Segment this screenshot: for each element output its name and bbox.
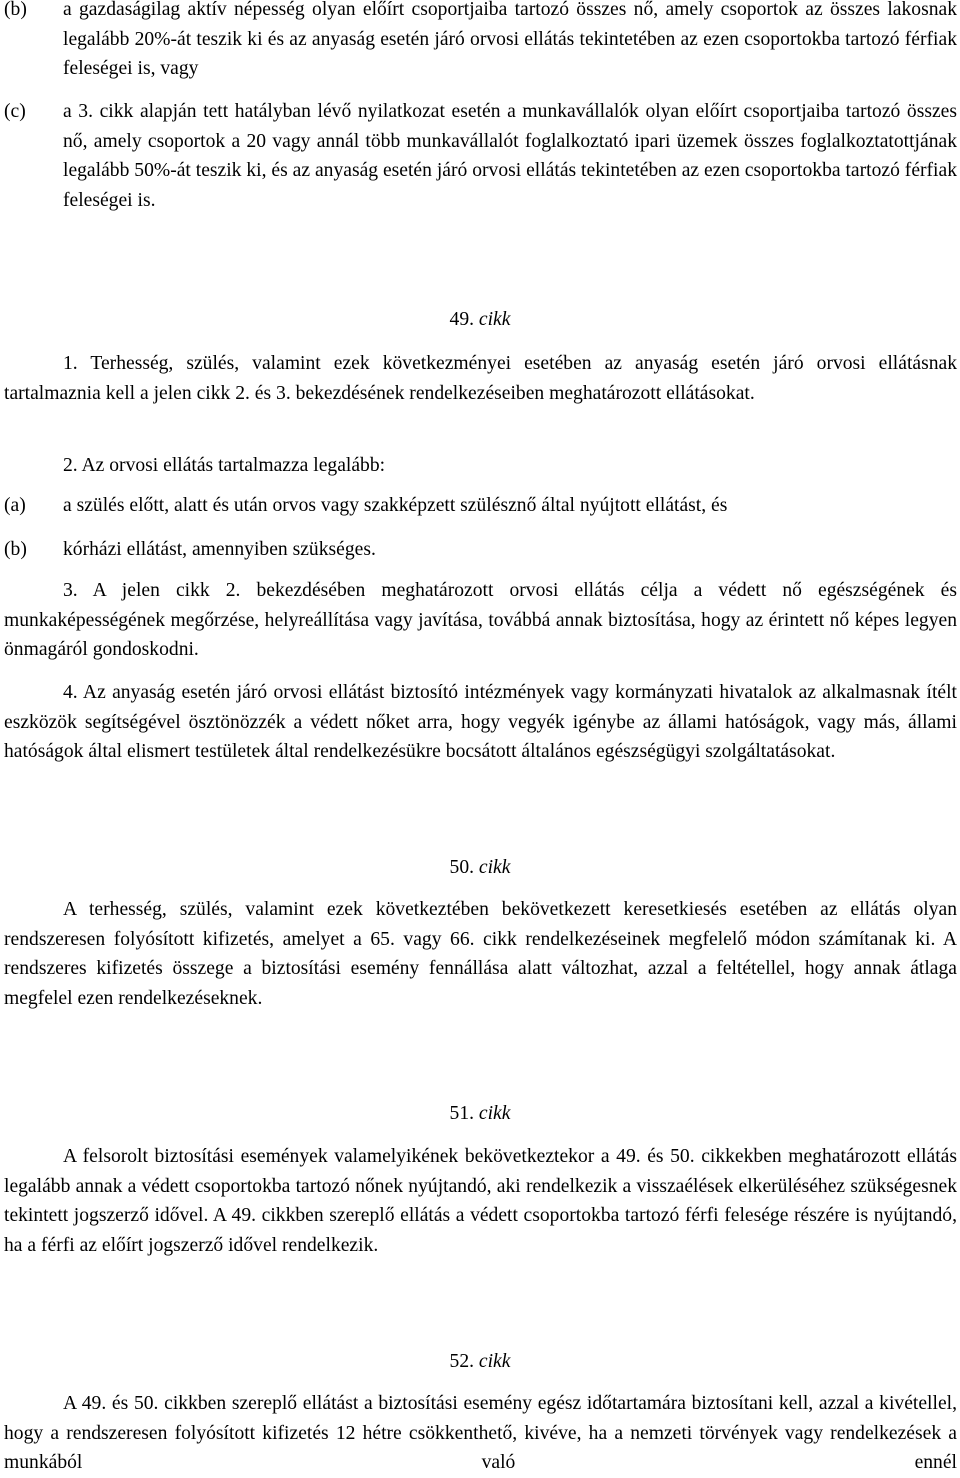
article-50-number: 50. xyxy=(449,857,475,878)
art49-para-3: 3. A jelen cikk 2. bekezdésében meghatározott orvosi ellátás célja a védett nő egészségének és munkaképességének megőrzése, helyreállítása vagy javítása, továbbá annak biztosítása, hogy az érintett nő képes legyen önmagáról gondoskodni. xyxy=(4,580,957,660)
article-51-heading xyxy=(0,1099,960,1129)
article-50-heading xyxy=(0,853,960,883)
article-52-heading xyxy=(0,1347,960,1377)
art50-para-1: A terhesség, szülés, valamint ezek következtében bekövetkezett keresetkiesés esetében az ellátás olyan rendszeresen folyósított kifizetés, amelyet a 65. vagy 66. cikk rendelkezéseinek megfelelő módon számítanak ki. A rendszeres kifizetés összege a biztosítási esemény fennállása alatt változhat, azzal a feltétellel, hogy annak átlaga megfelel ezen rendelkezéseknek. xyxy=(4,899,957,1009)
article-49-number: 49. xyxy=(449,309,475,330)
list-marker-b: (b) xyxy=(4,0,27,20)
art49-list-marker-a: (a) xyxy=(4,495,26,516)
art49-para-1: 1. Terhesség, szülés, valamint ezek következményei esetében az anyaság esetén járó orvosi ellátásnak tartalmaznia kell a jelen cikk 2. és 3. bekezdésének rendelkezéseiben meghatározott ellátásokat. xyxy=(4,353,957,404)
art49-para-4: 4. Az anyaság esetén járó orvosi ellátást biztosító intézmények vagy kormányzati hivatalok az alkalmasnak ítélt eszközök segítségével ösztönözzék a védett nőket arra, hogy vegyék igénybe az állami hatóságok, vagy más, állami hatóságok által elismert testületek által rendelkezésükre bocsátott általános egészségügyi szolgáltatásokat. xyxy=(4,682,957,762)
art49-list-item-b: kórházi ellátást, amennyiben szükséges. xyxy=(63,539,376,560)
article-50-word: cikk xyxy=(478,857,511,878)
article-49-heading xyxy=(0,305,960,335)
art49-list-marker-b: (b) xyxy=(4,539,27,560)
art49-list-item-a: a szülés előtt, alatt és után orvos vagy szakképzett szülésznő által nyújtott ellátást, és xyxy=(63,495,728,516)
list-item-c-text: a 3. cikk alapján tett hatályban lévő nyilatkozat esetén a munkavállalók olyan előírt csoportjaiba tartozó összes nő, amely csoportok a 20 vagy annál több munkavállalót foglalkoztató ipari üzemek összes foglalkoztatottjának legalább 50%-át teszik ki, és az anyaság esetén járó orvosi ellátás tekintetében az ezen csoportokba tartozó férfiak feleségei is. xyxy=(63,101,957,211)
article-51-number: 51. xyxy=(449,1103,475,1124)
article-51-word: cikk xyxy=(478,1103,511,1124)
art51-para-1: A felsorolt biztosítási események valamelyikének bekövetkeztekor a 49. és 50. cikkekben meghatározott ellátás legalább annak a védett csoportokba tartozó nőnek nyújtandó, aki rendelkezik a visszaélések elkerüléséhez szükségesnek tekintett jogszerző idővel. A 49. cikkben szereplő ellátás a védett csoportokba tartozó férfi felesége részére is nyújtandó, ha a férfi az előírt jogszerző idővel rendelkezik. xyxy=(4,1146,957,1256)
list-marker-c: (c) xyxy=(4,101,26,122)
article-52-number: 52. xyxy=(449,1351,475,1372)
article-49-word: cikk xyxy=(478,309,511,330)
art52-para-1: A 49. és 50. cikkben szereplő ellátást a biztosítási esemény egész időtartamára biztosítani kell, azzal a kivétellel, hogy a rendszeresen folyósított kifizetés 12 hétre csökkenthető, kivéve, ha a nemzeti törvények vagy rendelkezések a munkából való ennél xyxy=(4,1393,957,1473)
article-52-word: cikk xyxy=(478,1351,511,1372)
list-item-b-text: a gazdaságilag aktív népesség olyan előírt csoportjaiba tartozó összes nő, amely csoportok az összes lakosnak legalább 20%-át teszik ki és az anyaság esetén járó orvosi ellátás tekintetében az ezen csoportokba tartozó férfiak feleségei is, vagy xyxy=(63,0,957,79)
art49-para-2: 2. Az orvosi ellátás tartalmazza legalább: xyxy=(63,455,386,476)
